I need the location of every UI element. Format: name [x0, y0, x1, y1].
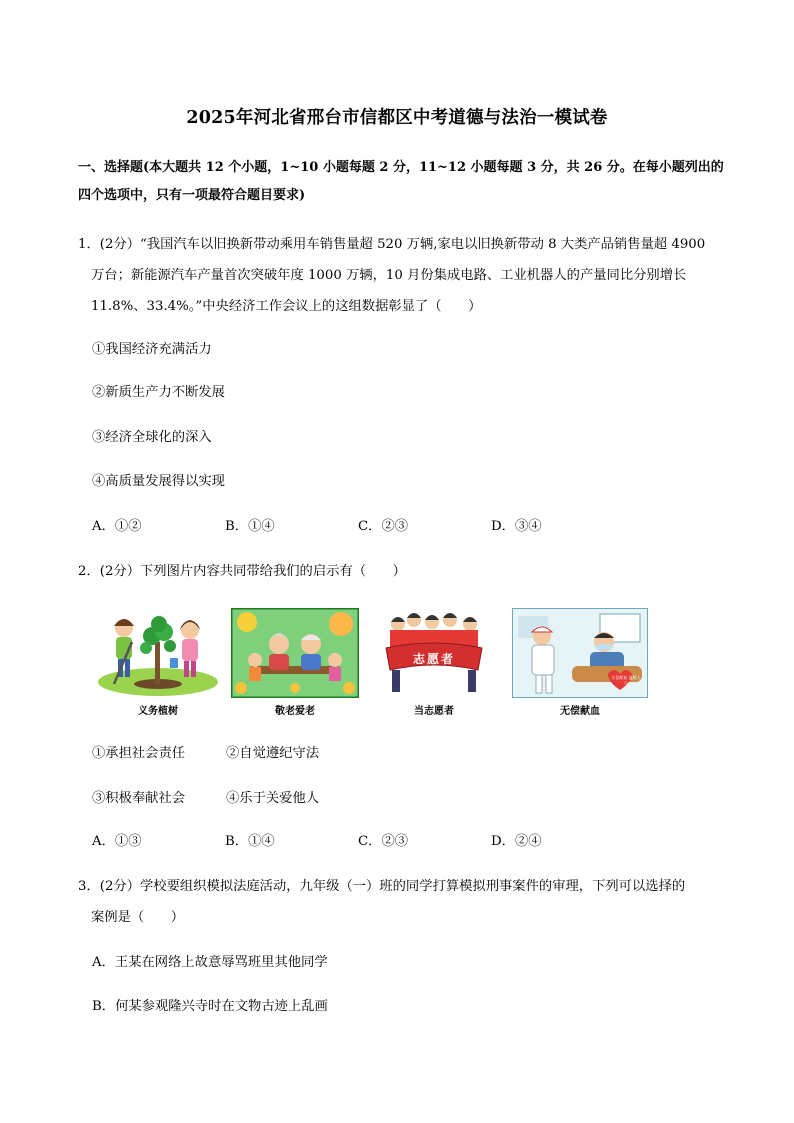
exam-title: 2025年河北省邢台市信都区中考道德与法治一模试卷: [186, 108, 608, 128]
image-blood-donation: [512, 608, 648, 717]
question-1-stem-line-3: 11.8%、33.4%。”中央经济工作会议上的这组数据彰显了（ ）: [91, 299, 482, 314]
caption-tree-planting: 义务植树: [138, 706, 178, 717]
question-2-choice-d[interactable]: D．②④: [491, 834, 542, 849]
question-2-choice-c[interactable]: C．②③: [358, 834, 409, 849]
question-3-choice-a[interactable]: A．王某在网络上故意辱骂班里其他同学: [92, 955, 328, 970]
elderly-care-illustration: [231, 608, 359, 698]
question-1-choice-a[interactable]: A．①②: [92, 519, 142, 534]
question-2-item-2: ②自觉遵纪守法: [226, 746, 320, 761]
question-2-item-3: ③积极奉献社会: [92, 791, 186, 806]
question-1-stem-line-1: 1．(2分）“我国汽车以旧换新带动乘用车销售量超 520 万辆,家电以旧换新带动 8 大类产品销售量超 4900: [78, 237, 706, 252]
question-1-stem: [78, 229, 730, 322]
question-1-stem-line-2: 万台；新能源汽车产量首次突破年度 1000 万辆，10 月份集成电路、工业机器人的产量同比分别增长: [91, 268, 687, 283]
question-2-choices: [92, 832, 624, 852]
question-3-stem-line-1: 3．(2分）学校要组织模拟法庭活动，九年级（一）班的同学打算模拟刑事案件的审理，下列可以选择的: [78, 879, 686, 894]
question-3-stem-line-2: 案例是（ ）: [91, 910, 185, 925]
question-1-item-1: ①我国经济充满活力: [92, 342, 212, 357]
image-tree-planting: [94, 608, 222, 717]
question-3-choice-b[interactable]: B．何某参观隆兴寺时在文物古迹上乱画: [92, 999, 328, 1014]
question-1-item-4: ④高质量发展得以实现: [92, 474, 225, 489]
caption-volunteers: 当志愿者: [414, 706, 454, 717]
section-heading-line-1: 一、选择题(本大题共 12 个小题，1~10 小题每题 2 分，11~12 小题每题 3 分，共 26 分。在每小题列出的: [78, 160, 724, 175]
question-1-choice-d[interactable]: D．③④: [491, 519, 542, 534]
question-1-item-3: ③经济全球化的深入: [92, 430, 212, 445]
caption-elderly-care: 敬老爱老: [275, 706, 315, 717]
question-1-choice-b[interactable]: B．①④: [225, 519, 275, 534]
blood-donation-poster-text: 无偿献血 温暖人心: [611, 675, 641, 685]
image-volunteers: [378, 608, 490, 717]
tree-planting-illustration: [94, 608, 222, 698]
caption-blood-donation: 无偿献血: [560, 706, 600, 717]
question-2-item-1: ①承担社会责任: [92, 746, 186, 761]
question-2-stem: 2．(2分）下列图片内容共同带给我们的启示有（ ）: [78, 564, 406, 579]
question-2-items-row-2: [92, 789, 360, 809]
question-2-items-row-1: [92, 744, 360, 764]
question-2-choice-b[interactable]: B．①④: [225, 834, 275, 849]
question-1-choices: [92, 517, 624, 537]
question-1-choice-c[interactable]: C．②③: [358, 519, 409, 534]
section-heading-line-2: 四个选项中，只有一项最符合题目要求): [78, 188, 306, 203]
question-1-item-2: ②新质生产力不断发展: [92, 385, 225, 400]
question-3-stem: [78, 871, 730, 933]
question-2-images: [94, 608, 654, 720]
question-2-item-4: ④乐于关爱他人: [226, 791, 320, 806]
question-2-choice-a[interactable]: A．①③: [92, 834, 142, 849]
volunteers-banner-text: 志愿者: [412, 652, 455, 666]
section-heading: [78, 154, 728, 210]
image-elderly-care: [231, 608, 359, 717]
